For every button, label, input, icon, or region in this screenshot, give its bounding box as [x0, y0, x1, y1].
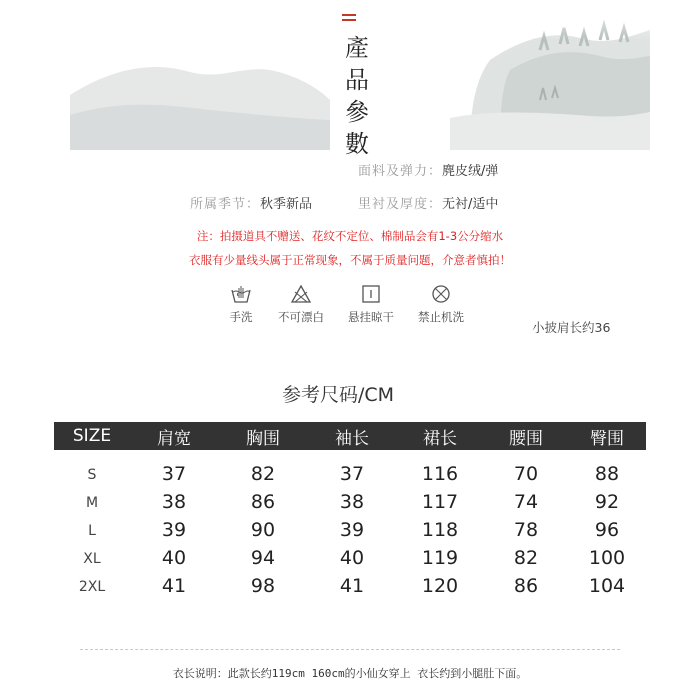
- header-sleeve: 袖长: [335, 428, 369, 449]
- size-cell: M: [85, 495, 99, 511]
- param-season-value: 秋季新品: [260, 197, 313, 212]
- shawl-length-note: 小披肩长约36: [532, 320, 611, 335]
- table-cell: 82: [250, 463, 276, 485]
- length-note: 衣长说明：此款长约119cm 160cm的小仙女穿上 衣长约到小腿肚下面。: [172, 667, 528, 680]
- title-char: 數: [345, 130, 369, 158]
- size-cell: S: [87, 467, 97, 483]
- table-cell: 40: [339, 547, 365, 569]
- table-cell: 39: [339, 519, 365, 541]
- care-no-machine-wash: [406, 284, 476, 325]
- param-fabric-label: 面料及弹力：: [358, 164, 443, 179]
- table-cell: 74: [513, 491, 539, 513]
- header-bust: 胸围: [246, 428, 280, 449]
- header-hip: 臀围: [590, 428, 624, 449]
- param-season: [190, 193, 312, 212]
- table-cell: 119: [421, 547, 459, 569]
- param-fabric-value: 麂皮绒/弹: [442, 164, 499, 179]
- care-no-bleach: [266, 284, 336, 325]
- table-cell: 41: [339, 575, 365, 597]
- note-line-1: 注：拍摄道具不赠送、花纹不定位、棉制品会有1-3公分缩水: [196, 229, 504, 243]
- table-row: [54, 575, 646, 597]
- title-char: 參: [345, 98, 369, 126]
- footer-divider: [80, 649, 620, 650]
- param-fabric: [358, 160, 498, 179]
- table-cell: 88: [594, 463, 620, 485]
- size-cell: XL: [83, 551, 101, 567]
- table-cell: 82: [513, 547, 539, 569]
- care-label: 手洗: [229, 310, 253, 324]
- param-season-label: 所属季节：: [190, 197, 261, 212]
- title-red-mark: [342, 14, 356, 24]
- table-cell: 37: [339, 463, 365, 485]
- table-cell: 98: [250, 575, 276, 597]
- hand-wash-icon: [230, 284, 252, 304]
- note-line-2: 衣服有少量线头属于正常现象，不属于质量问题，介意者慎拍！: [189, 253, 511, 267]
- table-row: [54, 491, 646, 513]
- table-cell: 39: [161, 519, 187, 541]
- table-row: [54, 463, 646, 485]
- param-lining: [358, 193, 498, 212]
- table-cell: 40: [161, 547, 187, 569]
- table-cell: 37: [161, 463, 187, 485]
- table-cell: 100: [588, 547, 626, 569]
- no-machine-wash-icon: [430, 284, 452, 304]
- size-table-header: [54, 422, 646, 450]
- table-cell: 117: [421, 491, 459, 513]
- param-lining-label: 里衬及厚度：: [358, 197, 443, 212]
- size-cell: 2XL: [78, 579, 106, 595]
- table-cell: 70: [513, 463, 539, 485]
- param-lining-value: 无衬/适中: [442, 197, 499, 212]
- header-size: SIZE: [72, 426, 112, 446]
- title-char: 產: [345, 34, 369, 62]
- care-hang-dry: [336, 284, 406, 325]
- title-char: 品: [345, 66, 369, 94]
- care-label: 悬挂晾干: [348, 310, 394, 324]
- table-cell: 38: [161, 491, 187, 513]
- header-shoulder: 肩宽: [157, 428, 191, 449]
- table-row: [54, 519, 646, 541]
- table-row: [54, 547, 646, 569]
- table-cell: 96: [594, 519, 620, 541]
- table-cell: 86: [250, 491, 276, 513]
- table-cell: 38: [339, 491, 365, 513]
- table-cell: 118: [421, 519, 459, 541]
- no-bleach-icon: [290, 284, 312, 304]
- table-cell: 92: [594, 491, 620, 513]
- care-label: 不可漂白: [278, 310, 324, 324]
- header-waist: 腰围: [509, 428, 543, 449]
- size-chart-title: 参考尺码/CM: [281, 384, 395, 406]
- care-label: 禁止机洗: [418, 310, 464, 324]
- hang-dry-icon: [360, 284, 382, 304]
- table-cell: 86: [513, 575, 539, 597]
- size-cell: L: [88, 523, 96, 539]
- table-cell: 104: [588, 575, 626, 597]
- table-cell: 90: [250, 519, 276, 541]
- table-cell: 94: [250, 547, 276, 569]
- table-cell: 78: [513, 519, 539, 541]
- table-cell: 120: [421, 575, 459, 597]
- header-skirt-length: 裙长: [423, 428, 457, 449]
- table-cell: 116: [421, 463, 459, 485]
- table-cell: 41: [161, 575, 187, 597]
